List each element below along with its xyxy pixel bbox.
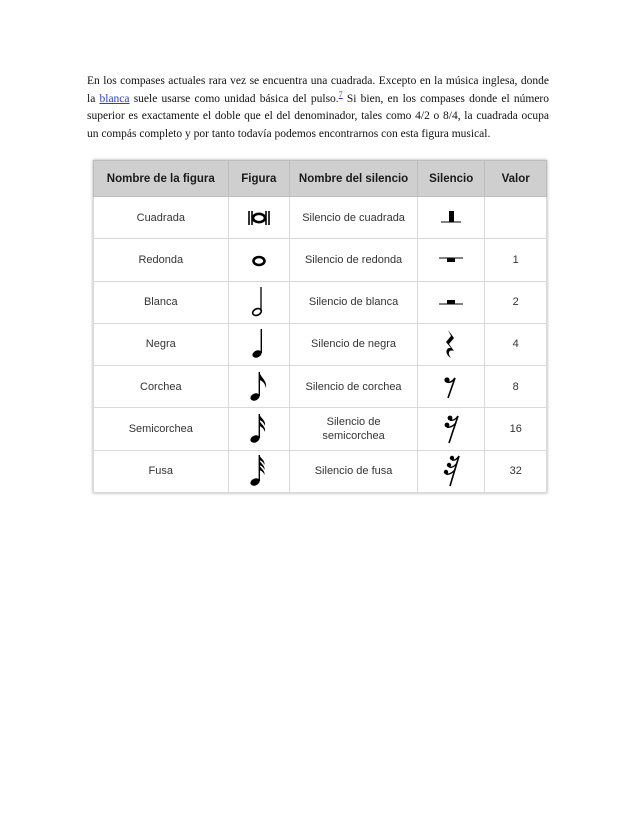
rest-cell (418, 323, 485, 365)
value-cell: 8 (485, 366, 547, 408)
figure-name-cell: Semicorchea (94, 408, 229, 450)
table-row (94, 408, 547, 450)
rest-cell (418, 366, 485, 408)
table-row (94, 366, 547, 408)
silence-name-cell: Silencio de blanca (290, 281, 418, 323)
silence-name-cell: Silencio de corchea (290, 366, 418, 408)
figure-cell (228, 450, 290, 492)
whole-note-icon (239, 243, 279, 277)
figure-cell (228, 408, 290, 450)
table-row (94, 281, 547, 323)
silence-name-cell: Silencio de redonda (290, 239, 418, 281)
half-note-icon (239, 285, 279, 319)
header-nombre-figura: Nombre de la figura (94, 161, 229, 197)
silence-name-cell: Silencio de fusa (290, 450, 418, 492)
rest-cell (418, 408, 485, 450)
breve-rest-icon (431, 201, 471, 235)
figure-name-cell: Negra (94, 323, 229, 365)
eighth-rest-icon (431, 370, 471, 404)
blanca-link[interactable]: blanca (99, 92, 130, 105)
quarter-rest-icon (431, 327, 471, 361)
figure-cell (228, 281, 290, 323)
figure-name-cell: Fusa (94, 450, 229, 492)
header-nombre-silencio: Nombre del silencio (290, 161, 418, 197)
footnote-link[interactable]: 7 (338, 89, 343, 99)
value-cell: 32 (485, 450, 547, 492)
header-valor: Valor (485, 161, 547, 197)
sixteenth-rest-icon (431, 412, 471, 446)
half-rest-icon (431, 285, 471, 319)
figure-name-cell: Corchea (94, 366, 229, 408)
thirtysecond-note-icon (239, 454, 279, 488)
table-row (94, 323, 547, 365)
figure-cell (228, 197, 290, 239)
figure-name-cell: Cuadrada (94, 197, 229, 239)
figure-name-cell: Redonda (94, 239, 229, 281)
value-cell: 2 (485, 281, 547, 323)
figure-cell (228, 239, 290, 281)
table-row (94, 239, 547, 281)
figure-cell (228, 366, 290, 408)
thirtysecond-rest-icon (431, 454, 471, 488)
figures-table-container (93, 160, 547, 493)
rest-cell (418, 239, 485, 281)
eighth-note-icon (239, 370, 279, 404)
value-cell (485, 197, 547, 239)
table-header-row (94, 161, 547, 197)
sixteenth-note-icon (239, 412, 279, 446)
paragraph-text-3: Si bien, en los compases donde el número superior es exactamente el doble que el del denominador, tales como 4/2 o 8/4, la cuadrada ocupa un compás completo y por tanto todavía podemos encontrarnos con esta figura musical. (87, 92, 549, 140)
rest-cell (418, 281, 485, 323)
header-silencio: Silencio (418, 161, 485, 197)
silence-name-cell: Silencio de negra (290, 323, 418, 365)
header-figura: Figura (228, 161, 290, 197)
rest-cell (418, 450, 485, 492)
breve-note-icon (239, 201, 279, 235)
paragraph-text-1: En los compases actuales rara vez se encuentra una cuadrada. Excepto en la música inglesa, donde la (87, 75, 549, 105)
whole-rest-icon (431, 243, 471, 277)
value-cell: 16 (485, 408, 547, 450)
body-paragraph (87, 73, 549, 143)
value-cell: 1 (485, 239, 547, 281)
figure-name-cell: Blanca (94, 281, 229, 323)
silence-name-cell: Silencio de cuadrada (290, 197, 418, 239)
rest-cell (418, 197, 485, 239)
figure-cell (228, 323, 290, 365)
figures-table (93, 160, 547, 493)
table-row (94, 197, 547, 239)
value-cell: 4 (485, 323, 547, 365)
quarter-note-icon (239, 327, 279, 361)
silence-name-cell: Silencio de semicorchea (290, 408, 418, 450)
paragraph-text-2: suele usarse como unidad básica del pulso. (129, 92, 339, 105)
table-row (94, 450, 547, 492)
